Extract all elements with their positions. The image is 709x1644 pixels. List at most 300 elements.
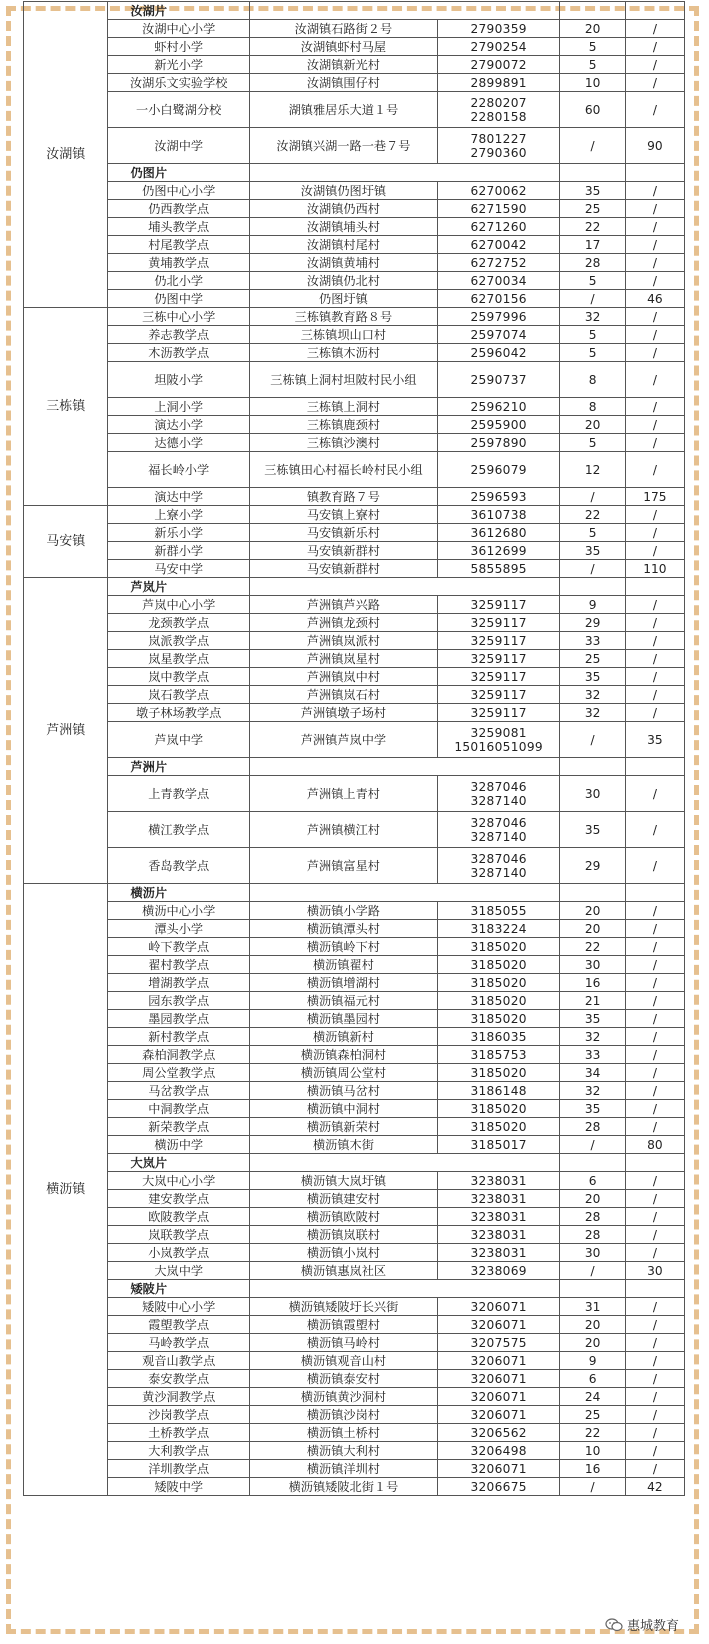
primary-count: 16	[560, 974, 625, 992]
school-row	[24, 1028, 685, 1046]
school-address: 横沥镇沙岗村	[249, 1406, 437, 1424]
middle-count: /	[625, 1244, 684, 1262]
middle-count: /	[625, 920, 684, 938]
town-name: 芦洲镇	[24, 578, 108, 884]
school-address: 汝湖镇新光村	[249, 56, 437, 74]
middle-count: /	[625, 344, 684, 362]
school-address: 马安镇新群村	[249, 560, 437, 578]
school-name: 上洞小学	[108, 398, 249, 416]
blank-cell	[625, 2, 684, 20]
school-row	[24, 650, 685, 668]
phone-number	[437, 812, 559, 848]
phone-number: 3238031	[437, 1226, 559, 1244]
school-row	[24, 1226, 685, 1244]
phone-line: 15016051099	[454, 739, 543, 754]
school-address: 横沥镇建安村	[249, 1190, 437, 1208]
school-address: 横沥镇大利村	[249, 1442, 437, 1460]
school-address: 汝湖镇村尾村	[249, 236, 437, 254]
phone-line: 3287140	[470, 865, 527, 880]
primary-count: 33	[560, 1046, 625, 1064]
school-address: 汝湖镇围仔村	[249, 74, 437, 92]
blank-cell	[249, 164, 559, 182]
middle-count: /	[625, 20, 684, 38]
phone-number: 3259117	[437, 650, 559, 668]
school-address: 三栋镇坝山口村	[249, 326, 437, 344]
blank-cell	[249, 1280, 559, 1298]
middle-count: /	[625, 182, 684, 200]
school-address: 横沥镇新村	[249, 1028, 437, 1046]
primary-count: 6	[560, 1370, 625, 1388]
school-address: 马安镇上寮村	[249, 506, 437, 524]
phone-number: 6270042	[437, 236, 559, 254]
phone-number: 2790072	[437, 56, 559, 74]
middle-count: 90	[625, 128, 684, 164]
school-address: 汝湖镇仍图圩镇	[249, 182, 437, 200]
phone-number: 2590737	[437, 362, 559, 398]
school-name: 三栋中心小学	[108, 308, 249, 326]
middle-count: /	[625, 1424, 684, 1442]
middle-count: /	[625, 434, 684, 452]
section-title: 矮陂片	[108, 1280, 249, 1298]
phone-number: 3185017	[437, 1136, 559, 1154]
primary-count: 5	[560, 38, 625, 56]
school-row	[24, 722, 685, 758]
school-address: 横沥镇惠岚社区	[249, 1262, 437, 1280]
primary-count: 20	[560, 920, 625, 938]
phone-number: 3206071	[437, 1352, 559, 1370]
school-name: 黄埔教学点	[108, 254, 249, 272]
phone-number: 3206562	[437, 1424, 559, 1442]
middle-count: /	[625, 1118, 684, 1136]
school-name: 岚中教学点	[108, 668, 249, 686]
middle-count: /	[625, 416, 684, 434]
school-address: 横沥镇矮陂北街１号	[249, 1478, 437, 1496]
school-name: 大岚中学	[108, 1262, 249, 1280]
middle-count: /	[625, 1334, 684, 1352]
school-address: 三栋镇木沥村	[249, 344, 437, 362]
school-row	[24, 1136, 685, 1154]
school-name: 马岔教学点	[108, 1082, 249, 1100]
primary-count: 22	[560, 506, 625, 524]
phone-line: 2790360	[470, 145, 527, 160]
phone-number: 2790359	[437, 20, 559, 38]
school-name: 岭下教学点	[108, 938, 249, 956]
middle-count: /	[625, 1316, 684, 1334]
school-address: 横沥镇木街	[249, 1136, 437, 1154]
middle-count: /	[625, 974, 684, 992]
primary-count: 32	[560, 308, 625, 326]
school-row	[24, 128, 685, 164]
section-title: 仍图片	[108, 164, 249, 182]
primary-count: 25	[560, 200, 625, 218]
school-row	[24, 614, 685, 632]
school-name: 演达中学	[108, 488, 249, 506]
middle-count: /	[625, 848, 684, 884]
school-address: 横沥镇墨园村	[249, 1010, 437, 1028]
school-row	[24, 1370, 685, 1388]
section-header-row	[24, 758, 685, 776]
phone-number: 2597074	[437, 326, 559, 344]
middle-count: /	[625, 1010, 684, 1028]
school-name: 森柏洞教学点	[108, 1046, 249, 1064]
wechat-icon	[605, 1618, 623, 1632]
school-name: 虾村小学	[108, 38, 249, 56]
town-name: 汝湖镇	[24, 2, 108, 308]
phone-line: 3287046	[470, 851, 527, 866]
school-name: 新乐小学	[108, 524, 249, 542]
blank-cell	[249, 1154, 559, 1172]
phone-number	[437, 92, 559, 128]
blank-cell	[625, 1280, 684, 1298]
middle-count: /	[625, 56, 684, 74]
phone-number	[437, 848, 559, 884]
school-address: 汝湖镇黄埔村	[249, 254, 437, 272]
primary-count: 22	[560, 218, 625, 236]
primary-count: 60	[560, 92, 625, 128]
middle-count: /	[625, 704, 684, 722]
primary-count: 35	[560, 1100, 625, 1118]
school-address: 横沥镇土桥村	[249, 1424, 437, 1442]
primary-count: 32	[560, 686, 625, 704]
school-name: 横江教学点	[108, 812, 249, 848]
middle-count: /	[625, 632, 684, 650]
school-row	[24, 38, 685, 56]
school-row	[24, 398, 685, 416]
school-address: 芦洲镇岚中村	[249, 668, 437, 686]
school-name: 墩子林场教学点	[108, 704, 249, 722]
phone-number: 3259117	[437, 596, 559, 614]
primary-count: 20	[560, 1190, 625, 1208]
school-name: 潭头小学	[108, 920, 249, 938]
middle-count: /	[625, 1442, 684, 1460]
school-address: 横沥镇岚联村	[249, 1226, 437, 1244]
school-row	[24, 416, 685, 434]
section-header-row	[24, 1280, 685, 1298]
phone-number: 3185020	[437, 1010, 559, 1028]
primary-count: 28	[560, 1208, 625, 1226]
middle-count: /	[625, 1064, 684, 1082]
school-address: 横沥镇周公堂村	[249, 1064, 437, 1082]
school-address: 横沥镇新荣村	[249, 1118, 437, 1136]
phone-number: 2596042	[437, 344, 559, 362]
phone-line: 7801227	[470, 131, 527, 146]
school-row	[24, 686, 685, 704]
phone-line: 3287140	[470, 829, 527, 844]
school-row	[24, 452, 685, 488]
primary-count: 10	[560, 1442, 625, 1460]
primary-count: 34	[560, 1064, 625, 1082]
school-address: 横沥镇马岔村	[249, 1082, 437, 1100]
school-address: 横沥镇翟村	[249, 956, 437, 974]
school-name: 横沥中学	[108, 1136, 249, 1154]
middle-count: /	[625, 938, 684, 956]
middle-count: /	[625, 524, 684, 542]
phone-line: 3287046	[470, 815, 527, 830]
school-address: 横沥镇马岭村	[249, 1334, 437, 1352]
phone-number	[437, 128, 559, 164]
school-name: 演达小学	[108, 416, 249, 434]
primary-count: 8	[560, 398, 625, 416]
blank-cell	[625, 578, 684, 596]
primary-count: /	[560, 560, 625, 578]
school-name: 村尾教学点	[108, 236, 249, 254]
phone-line: 2280207	[470, 95, 527, 110]
school-address: 芦洲镇富星村	[249, 848, 437, 884]
school-address: 芦洲镇芦兴路	[249, 596, 437, 614]
school-name: 大岚中心小学	[108, 1172, 249, 1190]
school-row	[24, 200, 685, 218]
school-address: 三栋镇上洞村坦陂村民小组	[249, 362, 437, 398]
middle-count: 42	[625, 1478, 684, 1496]
primary-count: 35	[560, 542, 625, 560]
phone-number: 3238031	[437, 1190, 559, 1208]
school-row	[24, 308, 685, 326]
school-name: 坦陂小学	[108, 362, 249, 398]
middle-count: /	[625, 614, 684, 632]
phone-number: 3238069	[437, 1262, 559, 1280]
school-name: 仍西教学点	[108, 200, 249, 218]
primary-count: 5	[560, 326, 625, 344]
school-address: 横沥镇矮陂圩长兴街	[249, 1298, 437, 1316]
middle-count: /	[625, 1190, 684, 1208]
school-row	[24, 326, 685, 344]
school-row	[24, 1064, 685, 1082]
school-row	[24, 596, 685, 614]
school-row	[24, 434, 685, 452]
middle-count: /	[625, 686, 684, 704]
primary-count: 20	[560, 20, 625, 38]
phone-number: 6270062	[437, 182, 559, 200]
school-address: 汝湖镇兴湖一路一巷７号	[249, 128, 437, 164]
primary-count: 30	[560, 956, 625, 974]
school-row	[24, 1262, 685, 1280]
middle-count: /	[625, 1388, 684, 1406]
school-row	[24, 362, 685, 398]
phone-number: 3185020	[437, 1118, 559, 1136]
school-address: 镇教育路７号	[249, 488, 437, 506]
school-row	[24, 1406, 685, 1424]
school-address: 芦洲镇墩子场村	[249, 704, 437, 722]
school-row	[24, 1424, 685, 1442]
primary-count: 32	[560, 704, 625, 722]
school-name: 中洞教学点	[108, 1100, 249, 1118]
school-name: 土桥教学点	[108, 1424, 249, 1442]
blank-cell	[560, 164, 625, 182]
phone-line: 3287046	[470, 779, 527, 794]
school-address: 芦洲镇上青村	[249, 776, 437, 812]
middle-count: /	[625, 956, 684, 974]
blank-cell	[249, 2, 559, 20]
school-row	[24, 1046, 685, 1064]
school-row	[24, 956, 685, 974]
phone-number: 3238031	[437, 1208, 559, 1226]
school-name: 汝湖乐文实验学校	[108, 74, 249, 92]
primary-count: /	[560, 128, 625, 164]
phone-number: 3186035	[437, 1028, 559, 1046]
phone-number: 3259117	[437, 668, 559, 686]
middle-count: /	[625, 38, 684, 56]
school-address: 汝湖镇仍西村	[249, 200, 437, 218]
middle-count: /	[625, 1100, 684, 1118]
middle-count: /	[625, 1460, 684, 1478]
town-name: 横沥镇	[24, 884, 108, 1496]
school-address: 三栋镇上洞村	[249, 398, 437, 416]
school-row	[24, 848, 685, 884]
school-row	[24, 1478, 685, 1496]
section-title: 横沥片	[108, 884, 249, 902]
phone-number: 3206498	[437, 1442, 559, 1460]
school-name: 埔头教学点	[108, 218, 249, 236]
school-address: 横沥镇霞塱村	[249, 1316, 437, 1334]
primary-count: /	[560, 1262, 625, 1280]
school-row	[24, 272, 685, 290]
school-address: 芦洲镇芦岚中学	[249, 722, 437, 758]
school-name: 黄沙洞教学点	[108, 1388, 249, 1406]
school-address: 横沥镇洋圳村	[249, 1460, 437, 1478]
school-row	[24, 92, 685, 128]
school-name: 养志教学点	[108, 326, 249, 344]
school-row	[24, 1442, 685, 1460]
school-name: 新群小学	[108, 542, 249, 560]
school-name: 墨园教学点	[108, 1010, 249, 1028]
school-address: 横沥镇小学路	[249, 902, 437, 920]
school-address: 芦洲镇岚石村	[249, 686, 437, 704]
school-address: 横沥镇潭头村	[249, 920, 437, 938]
town-name: 马安镇	[24, 506, 108, 578]
school-row	[24, 1352, 685, 1370]
primary-count: 32	[560, 1082, 625, 1100]
school-address: 芦洲镇岚派村	[249, 632, 437, 650]
school-row	[24, 506, 685, 524]
school-row	[24, 1100, 685, 1118]
blank-cell	[560, 884, 625, 902]
middle-count: 35	[625, 722, 684, 758]
school-address: 横沥镇增湖村	[249, 974, 437, 992]
school-row	[24, 254, 685, 272]
primary-count: 28	[560, 1118, 625, 1136]
primary-count: 20	[560, 416, 625, 434]
phone-number: 3259117	[437, 704, 559, 722]
primary-count: 9	[560, 1352, 625, 1370]
school-row	[24, 488, 685, 506]
school-name: 小岚教学点	[108, 1244, 249, 1262]
phone-number: 3185020	[437, 938, 559, 956]
school-address: 芦洲镇岚星村	[249, 650, 437, 668]
middle-count: /	[625, 1298, 684, 1316]
primary-count: 35	[560, 668, 625, 686]
primary-count: 17	[560, 236, 625, 254]
school-directory-table	[23, 1, 685, 1496]
school-name: 汝湖中心小学	[108, 20, 249, 38]
school-row	[24, 218, 685, 236]
school-address: 横沥镇岭下村	[249, 938, 437, 956]
school-row	[24, 992, 685, 1010]
school-name: 矮陂中学	[108, 1478, 249, 1496]
middle-count: 80	[625, 1136, 684, 1154]
school-name: 泰安教学点	[108, 1370, 249, 1388]
primary-count: 24	[560, 1388, 625, 1406]
phone-number: 2595900	[437, 416, 559, 434]
blank-cell	[249, 884, 559, 902]
primary-count: 30	[560, 776, 625, 812]
primary-count: 28	[560, 254, 625, 272]
phone-number: 3612680	[437, 524, 559, 542]
phone-number: 3259117	[437, 686, 559, 704]
phone-number: 6270156	[437, 290, 559, 308]
school-row	[24, 1082, 685, 1100]
school-name: 新村教学点	[108, 1028, 249, 1046]
blank-cell	[249, 758, 559, 776]
phone-number: 6270034	[437, 272, 559, 290]
school-address: 横沥镇小岚村	[249, 1244, 437, 1262]
school-address: 湖镇雅居乐大道１号	[249, 92, 437, 128]
primary-count: 25	[560, 1406, 625, 1424]
town-name: 三栋镇	[24, 308, 108, 506]
middle-count: /	[625, 1172, 684, 1190]
school-name: 木沥教学点	[108, 344, 249, 362]
middle-count: /	[625, 308, 684, 326]
school-name: 上青教学点	[108, 776, 249, 812]
school-row	[24, 1190, 685, 1208]
school-row	[24, 920, 685, 938]
primary-count: 5	[560, 344, 625, 362]
school-name: 沙岗教学点	[108, 1406, 249, 1424]
school-name: 马岭教学点	[108, 1334, 249, 1352]
section-title: 汝湖片	[108, 2, 249, 20]
phone-number: 3207575	[437, 1334, 559, 1352]
school-name: 上寮小学	[108, 506, 249, 524]
school-address: 三栋镇鹿颈村	[249, 416, 437, 434]
school-row	[24, 632, 685, 650]
primary-count: /	[560, 290, 625, 308]
middle-count: /	[625, 506, 684, 524]
school-address: 三栋镇教育路８号	[249, 308, 437, 326]
school-name: 翟村教学点	[108, 956, 249, 974]
school-address: 马安镇新群村	[249, 542, 437, 560]
phone-number: 3206071	[437, 1316, 559, 1334]
primary-count: 22	[560, 1424, 625, 1442]
phone-number: 2790254	[437, 38, 559, 56]
primary-count: 35	[560, 182, 625, 200]
primary-count: /	[560, 1478, 625, 1496]
middle-count: 175	[625, 488, 684, 506]
middle-count: /	[625, 218, 684, 236]
school-name: 横沥中心小学	[108, 902, 249, 920]
middle-count: 30	[625, 1262, 684, 1280]
school-row	[24, 182, 685, 200]
school-address: 芦洲镇龙颈村	[249, 614, 437, 632]
school-name: 岚派教学点	[108, 632, 249, 650]
middle-count: /	[625, 398, 684, 416]
blank-cell	[560, 1280, 625, 1298]
school-row	[24, 1316, 685, 1334]
school-row	[24, 290, 685, 308]
school-row	[24, 974, 685, 992]
primary-count: 5	[560, 56, 625, 74]
middle-count: /	[625, 92, 684, 128]
watermark-text: 惠城教育	[626, 1619, 679, 1634]
school-name: 达德小学	[108, 434, 249, 452]
school-row	[24, 524, 685, 542]
school-row	[24, 1460, 685, 1478]
blank-cell	[560, 758, 625, 776]
school-name: 芦岚中学	[108, 722, 249, 758]
phone-number	[437, 722, 559, 758]
school-name: 建安教学点	[108, 1190, 249, 1208]
primary-count: /	[560, 1136, 625, 1154]
phone-number: 3185753	[437, 1046, 559, 1064]
school-name: 新光小学	[108, 56, 249, 74]
